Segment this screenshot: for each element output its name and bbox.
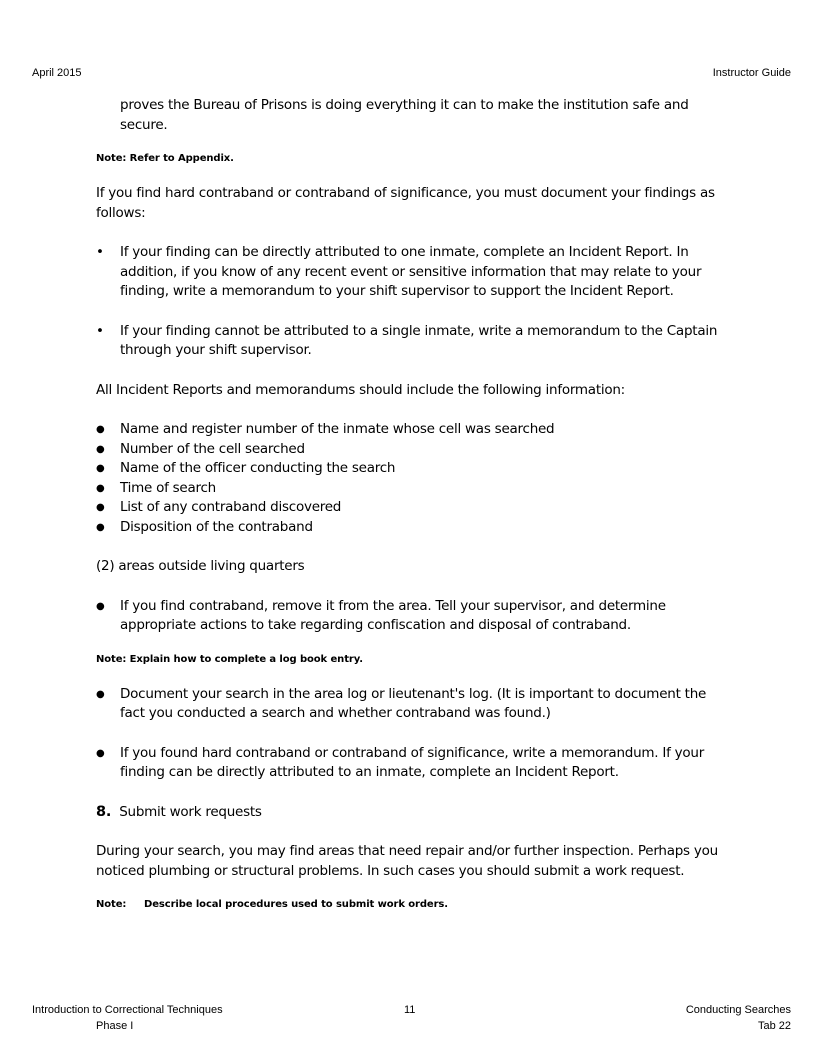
list-item-text: If your finding can be directly attributed to one inmate, complete an Incident Report. In addition, if you know of any recent event or sensitive information that may relate to your finding, write a memorandum to your shift supervisor to support the Incident Report.: [120, 244, 702, 299]
bullet-icon: •: [96, 322, 104, 339]
bullet-icon: ●: [96, 424, 105, 435]
log-bullet-list: [96, 685, 726, 783]
list-item-text: Disposition of the contraband: [120, 518, 313, 535]
list-item: [96, 459, 726, 479]
all-reports-paragraph: All Incident Reports and memorandums should include the following information:: [96, 381, 625, 398]
list-item-text: If you found hard contraband or contraband of significance, write a memorandum. If your finding can be directly attributed to an inmate, complete an Incident Report.: [120, 744, 704, 780]
step-heading: [96, 803, 726, 823]
areas-subheading: (2) areas outside living quarters: [96, 558, 305, 574]
note-appendix: Note: Refer to Appendix.: [96, 153, 234, 164]
list-item: [96, 322, 726, 361]
list-item: [96, 479, 726, 499]
list-item: [96, 597, 726, 636]
bullet-icon: ●: [96, 747, 105, 759]
note-work-orders: [96, 898, 726, 912]
bullet-icon: ●: [96, 502, 105, 513]
repair-paragraph: During your search, you may find areas that need repair and/or further inspection. Perhaps you noticed plumbing or structural problems. In such cases you should submit a work request.: [96, 843, 718, 879]
footer-tab: Tab 22: [757, 1020, 791, 1032]
list-item-text: If you find contraband, remove it from the area. Tell your supervisor, and determine appropriate actions to take regarding confiscation and disposal of contraband.: [120, 597, 666, 633]
list-item: [96, 498, 726, 518]
list-item: [96, 744, 726, 783]
list-item: [96, 420, 726, 440]
list-item: [96, 440, 726, 460]
step-title: Submit work requests: [119, 803, 262, 820]
step-number: 8.: [96, 803, 112, 820]
list-item-text: If your finding cannot be attributed to a single inmate, write a memorandum to the Captain through your shift supervisor.: [120, 322, 718, 358]
list-item-text: Number of the cell searched: [120, 440, 305, 457]
document-bullet-list: [96, 243, 726, 361]
bullet-icon: ●: [96, 463, 105, 474]
list-item-text: List of any contraband discovered: [120, 499, 342, 515]
bullet-icon: ●: [96, 600, 105, 612]
note-text: Describe local procedures used to submit work orders.: [144, 899, 448, 910]
list-item-text: Name and register number of the inmate whose cell was searched: [120, 421, 555, 437]
note-label: Note:: [96, 899, 127, 910]
page-content: [96, 96, 726, 912]
bullet-icon: ●: [96, 482, 105, 494]
footer-section-title: Conducting Searches: [685, 1004, 791, 1016]
list-item-text: Name of the officer conducting the search: [120, 460, 396, 476]
list-item-text: Document your search in the area log or lieutenant's log. (It is important to document the fact you conducted a search and whether contraband was found.): [120, 685, 707, 721]
bullet-icon: ●: [96, 688, 105, 700]
list-item: [96, 685, 726, 724]
list-item-text: Time of search: [120, 479, 216, 496]
footer-course-title: Introduction to Correctional Techniques: [32, 1004, 223, 1016]
bullet-icon: ●: [96, 521, 105, 533]
header-guide-type: Instructor Guide: [712, 67, 791, 79]
footer-page-number: 11: [404, 1004, 416, 1016]
info-bullet-list: [96, 420, 726, 537]
hard-contraband-paragraph: If you find hard contraband or contraband of significance, you must document your findings as follows:: [96, 185, 715, 221]
header-date: April 2015: [32, 67, 82, 79]
continued-paragraph: proves the Bureau of Prisons is doing everything it can to make the institution safe and secure.: [120, 97, 689, 133]
list-item: [96, 243, 726, 302]
footer-phase: Phase I: [96, 1020, 134, 1032]
list-item: [96, 518, 726, 538]
bullet-icon: •: [96, 244, 104, 260]
bullet-icon: ●: [96, 443, 105, 455]
note-log-book: Note: Explain how to complete a log book entry.: [96, 653, 363, 665]
